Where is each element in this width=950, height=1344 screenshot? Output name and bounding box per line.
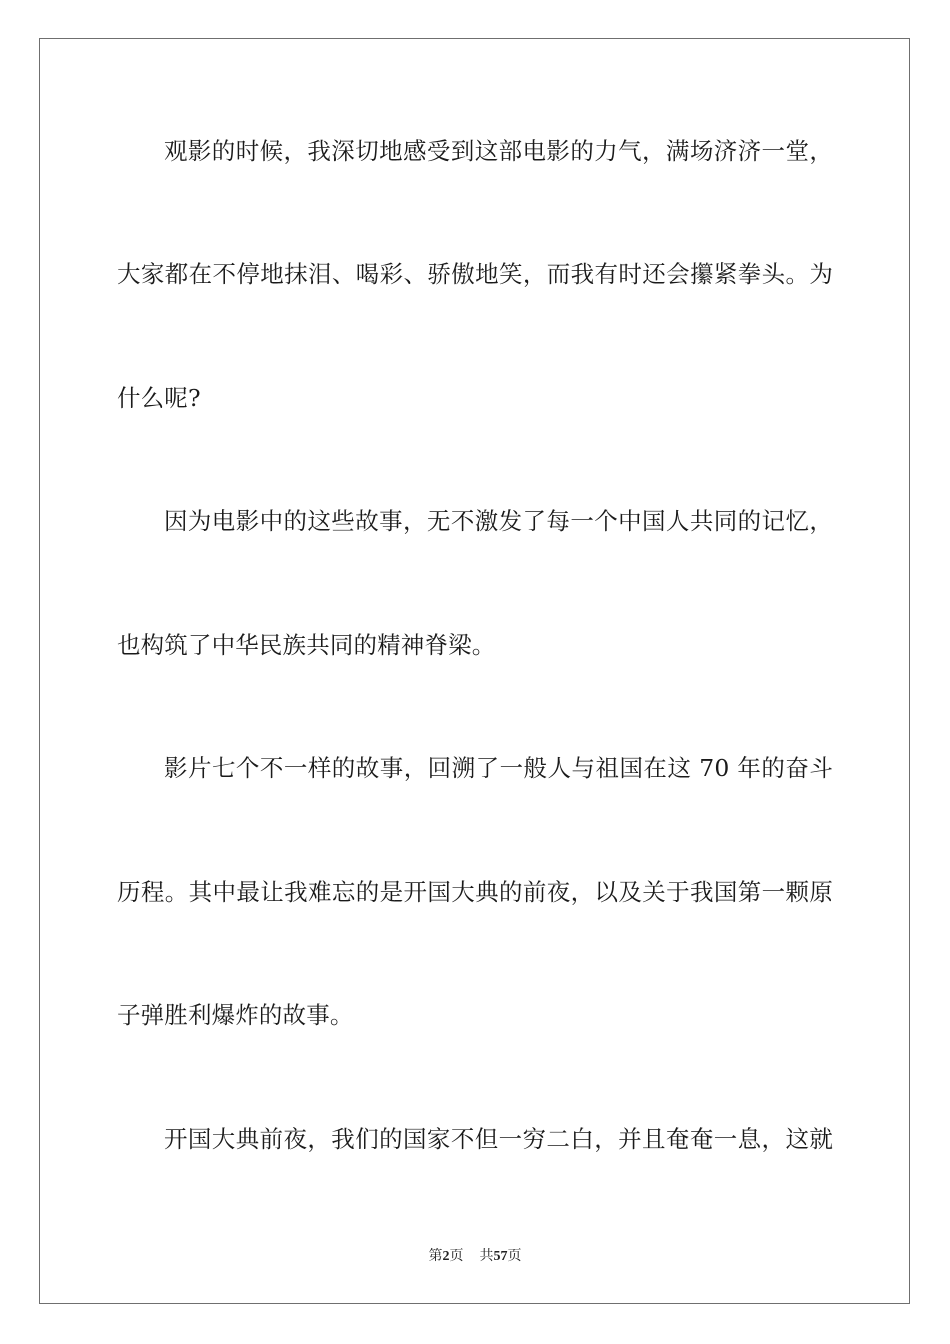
page-border [39, 38, 910, 1304]
text-line-9: 开国大典前夜，我们的国家不但一穷二白，并且奄奄一息，这就 [164, 1125, 833, 1153]
total-prefix: 共 [479, 1248, 494, 1264]
page-prefix: 第 [428, 1248, 443, 1264]
text-line-1: 观影的时候，我深切地感受到这部电影的力气，满场济济一堂， [164, 137, 833, 165]
page-number: 2 [442, 1249, 450, 1264]
total-suffix: 页 [507, 1248, 522, 1264]
text-line-4: 因为电影中的这些故事，无不激发了每一个中国人共同的记忆， [164, 507, 833, 535]
text-line-7: 历程。其中最让我难忘的是开国大典的前夜，以及关于我国第一颗原 [117, 878, 833, 906]
page-suffix: 页 [449, 1248, 464, 1264]
total-pages: 57 [493, 1249, 508, 1264]
text-line-3: 什么呢? [117, 384, 201, 412]
text-line-8: 子弹胜利爆炸的故事。 [117, 1001, 354, 1029]
page-footer [0, 1246, 950, 1267]
text-line-6: 影片七个不一样的故事，回溯了一般人与祖国在这 70 年的奋斗 [164, 754, 833, 782]
text-line-5: 也构筑了中华民族共同的精神脊梁。 [117, 631, 496, 659]
text-line-2: 大家都在不停地抹泪、喝彩、骄傲地笑，而我有时还会攥紧拳头。为 [117, 260, 833, 288]
